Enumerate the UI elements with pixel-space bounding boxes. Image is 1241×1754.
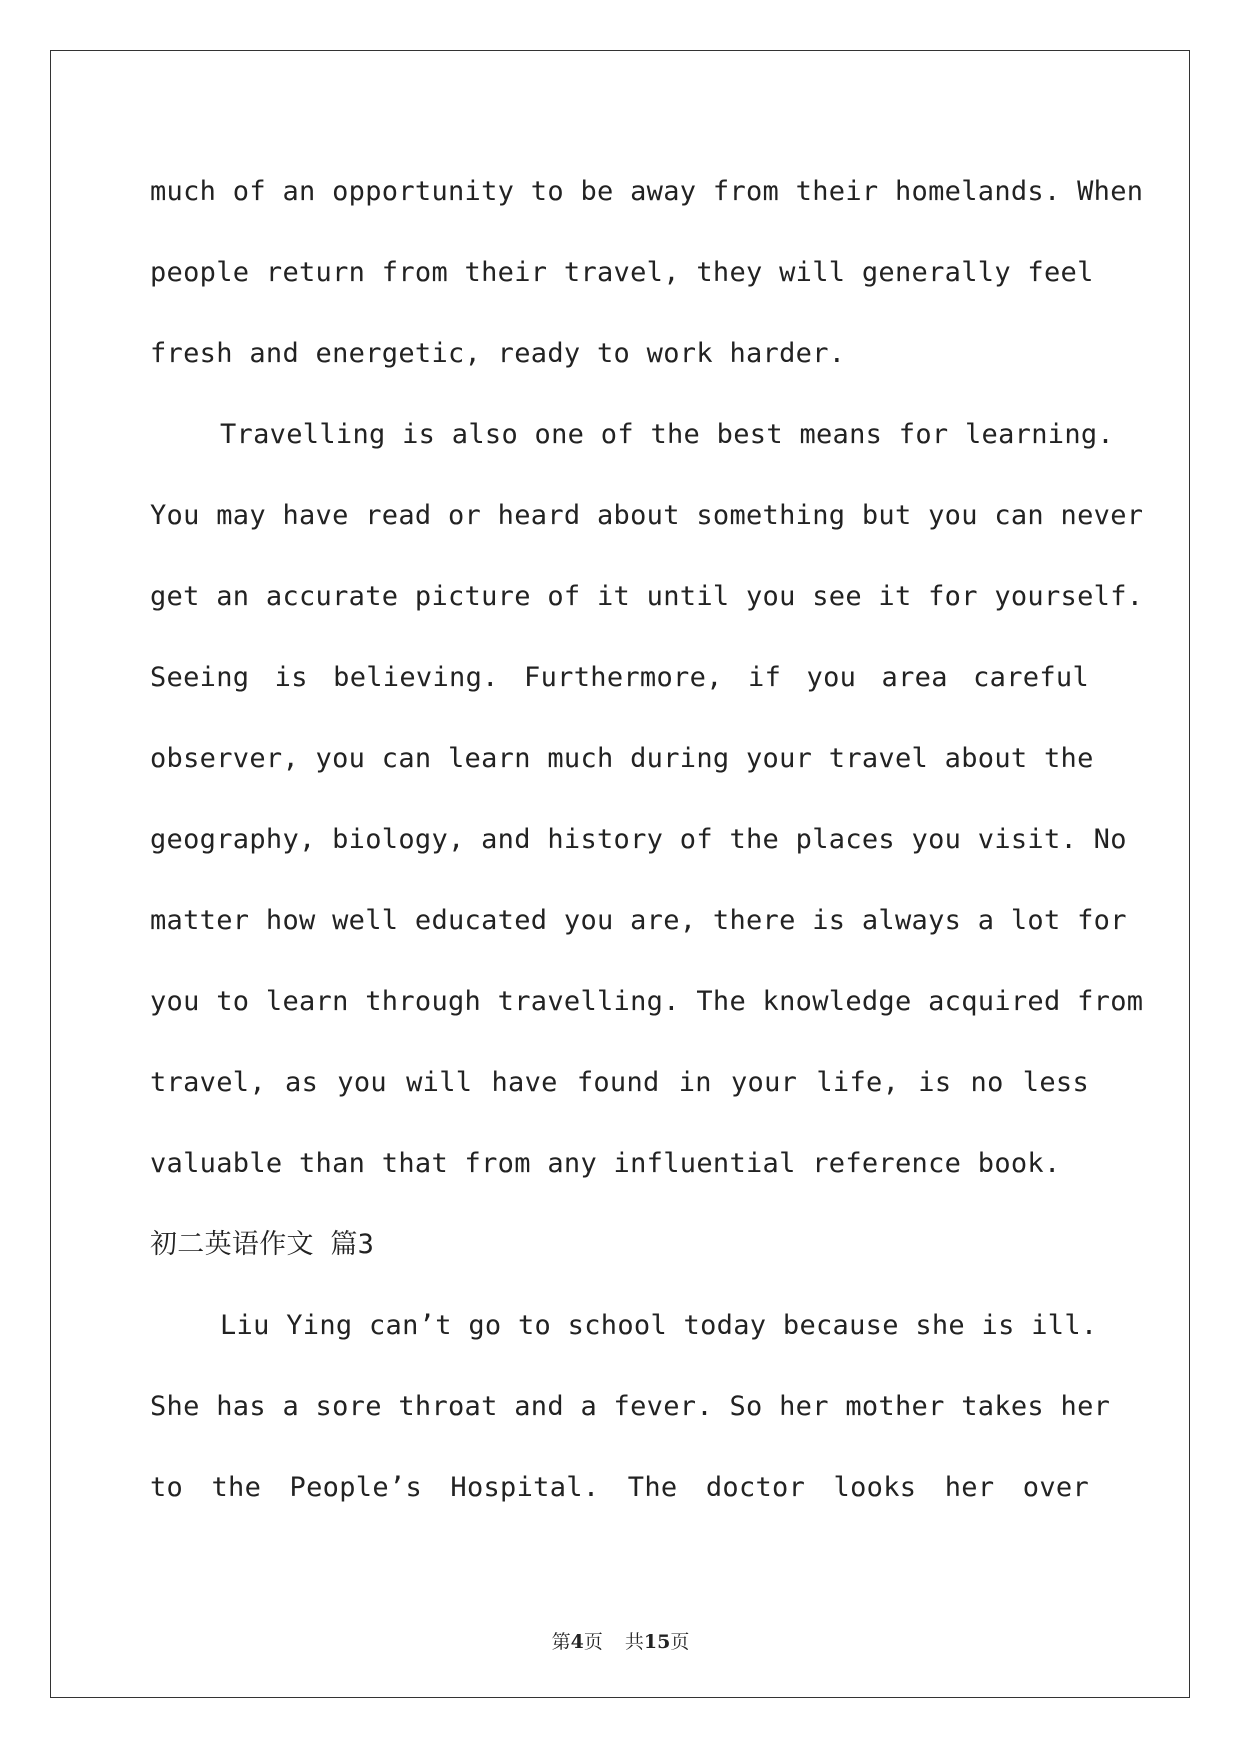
text-line-8: observer, you can learn much during your travel about the bbox=[150, 743, 1094, 774]
total-prefix: 共 bbox=[624, 1631, 644, 1653]
text-line-2: people return from their travel, they will generally feel bbox=[150, 257, 1094, 288]
text-line-11: you to learn through travelling. The knowledge acquired from bbox=[150, 986, 1144, 1017]
text-line-1: much of an opportunity to be away from their homelands. When bbox=[150, 176, 1144, 207]
text-line-6: get an accurate picture of it until you see it for yourself. bbox=[150, 581, 1144, 612]
text-line-16: She has a sore throat and a fever. So her mother takes her bbox=[150, 1391, 1111, 1422]
section-heading: 初二英语作文 篇3 bbox=[150, 1229, 375, 1260]
text-line-12: travel, as you will have found in your life, is no less bbox=[150, 1067, 1089, 1098]
text-line-9: geography, biology, and history of the places you visit. No bbox=[150, 824, 1127, 855]
page-suffix: 页 bbox=[583, 1631, 603, 1653]
text-line-3: fresh and energetic, ready to work harder. bbox=[150, 338, 846, 369]
page-number: 4 bbox=[570, 1631, 584, 1653]
text-line-13: valuable than that from any influential reference book. bbox=[150, 1148, 1061, 1179]
text-line-5: You may have read or heard about something but you can never bbox=[150, 500, 1144, 531]
total-pages: 15 bbox=[643, 1631, 671, 1653]
total-suffix: 页 bbox=[670, 1631, 690, 1653]
paragraph-start-travelling: Travelling is also one of the best means for learning. bbox=[220, 419, 1114, 450]
paragraph-start-liu-ying: Liu Ying can’t go to school today because she is ill. bbox=[220, 1310, 1098, 1341]
text-line-7: Seeing is believing. Furthermore, if you area careful bbox=[150, 662, 1089, 693]
text-line-17: to the People’s Hospital. The doctor looks her over bbox=[150, 1472, 1089, 1503]
text-line-10: matter how well educated you are, there is always a lot for bbox=[150, 905, 1127, 936]
page-border bbox=[50, 50, 1190, 1698]
page-prefix: 第 bbox=[551, 1631, 571, 1653]
page-footer bbox=[0, 1627, 1241, 1654]
